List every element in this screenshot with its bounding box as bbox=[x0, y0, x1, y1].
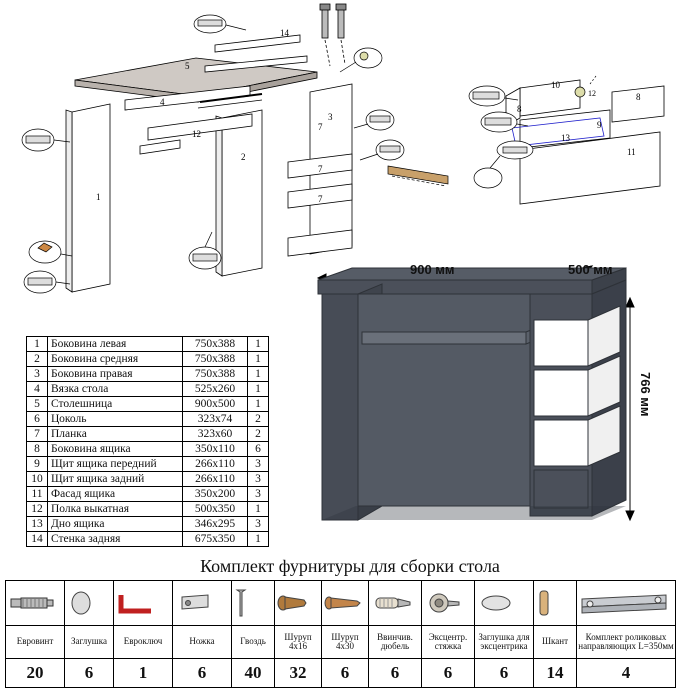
screw-4x16-icon bbox=[275, 581, 322, 626]
callout-12: 12 bbox=[192, 129, 201, 139]
callout-10: 10 bbox=[551, 80, 560, 90]
screw-in-dowel-icon bbox=[369, 581, 422, 626]
table-row: 4 Вязка стола 525x260 1 bbox=[27, 382, 269, 397]
table-row: 3 Боковина правая 750x388 1 bbox=[27, 367, 269, 382]
kit-count-9: 6 bbox=[475, 659, 534, 688]
table-row: 10 Щит ящика задний 266x110 3 bbox=[27, 472, 269, 487]
parts-table bbox=[26, 336, 269, 547]
desk-depth-label: 500 мм bbox=[568, 262, 613, 277]
table-row: 7 Планка 323x60 2 bbox=[27, 427, 269, 442]
screws-top bbox=[320, 4, 346, 66]
callout-2: 2 bbox=[241, 152, 246, 162]
kit-label-4: Гвоздь bbox=[232, 626, 275, 659]
kit-label-2: Евроключ bbox=[114, 626, 173, 659]
callout-4: 4 bbox=[160, 97, 165, 107]
callout-11: 11 bbox=[627, 147, 636, 157]
hardware-kit-table bbox=[5, 580, 676, 688]
table-row: 5 Столешница 900x500 1 bbox=[27, 397, 269, 412]
callout-5: 5 bbox=[185, 61, 190, 71]
kit-label-1: Заглушка bbox=[65, 626, 114, 659]
kit-count-5: 32 bbox=[275, 659, 322, 688]
callout-13: 13 bbox=[561, 133, 570, 143]
part-back-wall bbox=[205, 35, 307, 72]
callout-8a: 8 bbox=[517, 104, 522, 114]
callout-1: 1 bbox=[96, 192, 101, 202]
table-row: 11 Фасад ящика 350x200 3 bbox=[27, 487, 269, 502]
table-row: 9 Щит ящика передний 266x110 3 bbox=[27, 457, 269, 472]
table-row: 8 Боковина ящика 350x110 6 bbox=[27, 442, 269, 457]
hardware-kit-title: Комплект фурнитуры для сборки стола bbox=[200, 556, 500, 576]
desk-width-label: 900 мм bbox=[410, 262, 455, 277]
kit-label-5: Шуруп 4х16 bbox=[275, 626, 322, 659]
kit-count-1: 6 bbox=[65, 659, 114, 688]
kit-count-0: 20 bbox=[6, 659, 65, 688]
allen-key-icon bbox=[114, 581, 173, 626]
table-row: 6 Цоколь 323x74 2 bbox=[27, 412, 269, 427]
table-row: 2 Боковина средняя 750x388 1 bbox=[27, 352, 269, 367]
callout-7c: 7 bbox=[318, 194, 323, 204]
table-row: 14 Стенка задняя 675x350 1 bbox=[27, 532, 269, 547]
kit-label-8: Эксцентр. стяжка bbox=[422, 626, 475, 659]
kit-label-7: Ввинчив. дюбель bbox=[369, 626, 422, 659]
euro-screw-icon bbox=[6, 581, 65, 626]
screw-4x30-icon bbox=[322, 581, 369, 626]
table-row: 12 Полка выкатная 500x350 1 bbox=[27, 502, 269, 517]
kit-count-11: 4 bbox=[577, 659, 676, 688]
callout-9: 9 bbox=[597, 120, 602, 130]
part-middle-side bbox=[216, 110, 262, 276]
kit-label-10: Шкант bbox=[534, 626, 577, 659]
callout-7b: 7 bbox=[318, 164, 323, 174]
callout-7a: 7 bbox=[318, 122, 323, 132]
callout-8b: 8 bbox=[636, 92, 641, 102]
svg-text:12: 12 bbox=[588, 89, 596, 98]
kit-label-6: Шуруп 4х30 bbox=[322, 626, 369, 659]
callout-14: 14 bbox=[280, 28, 289, 38]
foot-icon bbox=[173, 581, 232, 626]
cap-plug-icon bbox=[65, 581, 114, 626]
kit-count-7: 6 bbox=[369, 659, 422, 688]
drawer-slide-icon bbox=[577, 581, 676, 626]
kit-count-4: 40 bbox=[232, 659, 275, 688]
table-row: 1 Боковина левая 750x388 1 bbox=[27, 337, 269, 352]
table-row: 13 Дно ящика 346x295 3 bbox=[27, 517, 269, 532]
eccentric-tie-icon bbox=[422, 581, 475, 626]
kit-count-10: 14 bbox=[534, 659, 577, 688]
callout-3: 3 bbox=[328, 112, 333, 122]
kit-count-8: 6 bbox=[422, 659, 475, 688]
kit-count-6: 6 bbox=[322, 659, 369, 688]
kit-label-11: Комплект роликовых направляющих L=350мм bbox=[577, 626, 676, 659]
kit-count-3: 6 bbox=[173, 659, 232, 688]
kit-label-9: Заглушка для эксцентрика bbox=[475, 626, 534, 659]
nail-icon bbox=[232, 581, 275, 626]
kit-label-0: Евровинт bbox=[6, 626, 65, 659]
desk-height-label: 766 мм bbox=[638, 372, 653, 417]
kit-count-2: 1 bbox=[114, 659, 173, 688]
kit-label-3: Ножка bbox=[173, 626, 232, 659]
part-left-side bbox=[66, 104, 110, 292]
eccentric-cap-icon bbox=[475, 581, 534, 626]
dowel-icon bbox=[534, 581, 577, 626]
